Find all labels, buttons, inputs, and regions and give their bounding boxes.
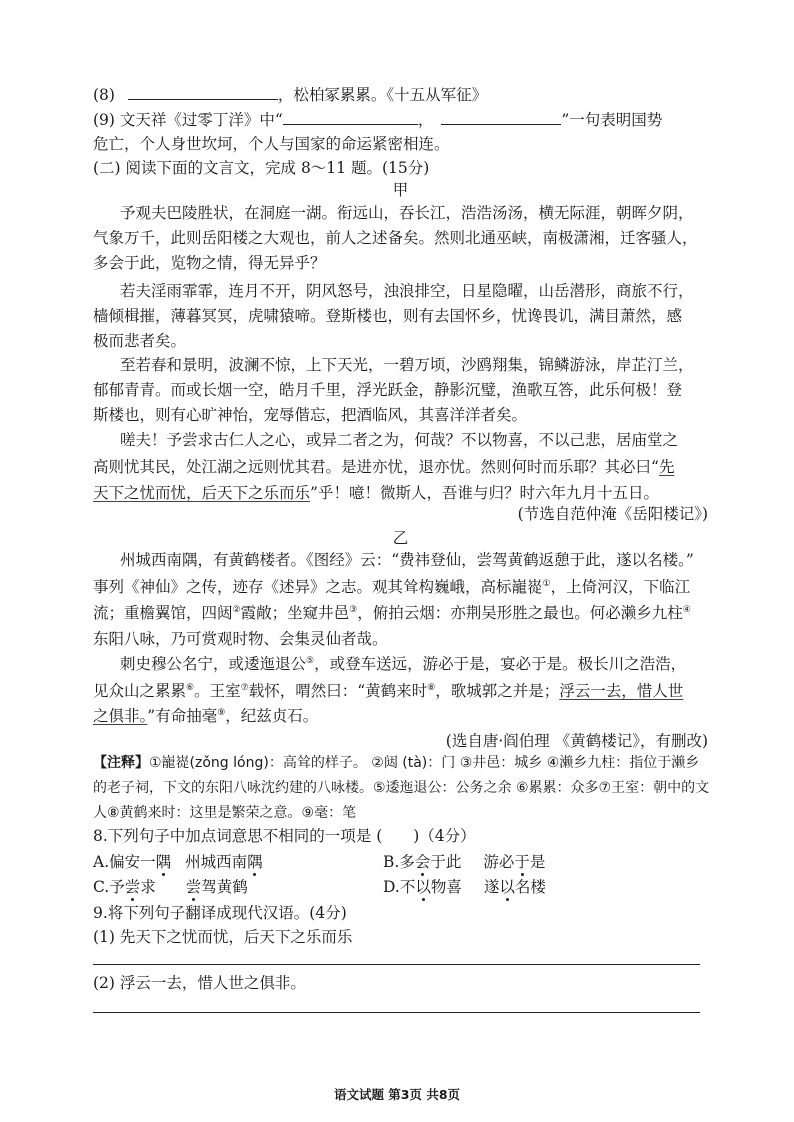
yi-text: 流；重檐翼馆，四闼 (93, 604, 233, 622)
yi-p1-line (93, 577, 708, 597)
jia-p2-line: 若夫淫雨霏霏，连月不开，阴风怒号，浊浪排空，日星隐曜，山岳潜形，商旅不行， (120, 282, 694, 300)
fill-question-8 (93, 85, 708, 105)
option-text: 不 (399, 878, 416, 896)
notes-text: ①巃嵸(zǒng lóng)：高耸的样子。 ②闼 (tà)：门 ③井邑：城乡 ④濑乡九柱：指位于濑乡 (149, 755, 700, 771)
page-footer: 语文试题 第3页 共8页 (333, 1087, 461, 1102)
yi-p1-line (93, 603, 708, 623)
option-text: 驾黄鹤 (201, 878, 248, 896)
passage-yi-label: 乙 (392, 529, 409, 547)
option-d[interactable] (383, 877, 683, 897)
q8-text: ，松柏冢累累。《十五从军征》 (277, 86, 488, 104)
question-9-stem: 9.将下列句子翻译成现代汉语。(4分) (93, 904, 347, 922)
option-text: 求 (140, 878, 156, 896)
option-a[interactable] (93, 852, 393, 872)
footnote-mark: ⑤ (306, 655, 315, 666)
option-text: 州城西南 (185, 853, 248, 871)
option-b[interactable] (383, 852, 683, 872)
fill-question-9-line2: 危亡，个人身世坎坷，个人与国家的命运紧密相连。 (93, 135, 450, 153)
yi-text: ，歌城郭之并是； (435, 682, 560, 700)
q9-number: (9) (93, 111, 115, 129)
q9-mid: ， (417, 111, 434, 129)
option-text: 游必 (483, 853, 515, 871)
dotted-word: 尝 (124, 878, 141, 896)
footnote-mark: ⑨ (217, 707, 226, 718)
answer-blank[interactable] (128, 85, 278, 100)
yi-p1-line: 州城西南隅，有黄鹤楼者。《图经》云：“费祎登仙，尝驾黄鹤返憩于此，遂以名楼。” (120, 551, 694, 569)
yi-text: 载怀，喟然曰：“黄鹤来时 (248, 682, 428, 700)
dotted-word: 会 (414, 853, 431, 871)
option-key: B. (383, 853, 400, 871)
yi-text: 刺史穆公名宁，或逶迤退公 (120, 655, 307, 673)
q9-post: ”一句表明国势 (561, 111, 663, 129)
jia-p4-text: ”乎！噫！微斯人，吾谁与归？时六年九月十五日。 (310, 484, 659, 502)
underlined-sentence: 天下之忧而忧，后天下之乐而乐 (93, 484, 311, 502)
footnote-mark: ④ (682, 604, 691, 615)
q8-number: (8) (93, 86, 115, 104)
question-8-stem: 8.下列句子中加点词意思不相同的一项是 ( )（4分） (93, 827, 476, 845)
yi-p2-line (93, 681, 708, 701)
footnote-mark: ② (232, 604, 241, 615)
option-text: 予 (109, 878, 125, 896)
dotted-word: 隅 (247, 853, 263, 871)
footnote-mark: ⑦ (240, 682, 249, 693)
option-text: 物喜 (430, 878, 462, 896)
jia-p4-line: 嗟夫！予尝求古仁人之心，或异二者之为，何哉？不以物喜，不以己悲，居庙堂之 (120, 431, 679, 449)
dotted-word: 以 (499, 878, 515, 896)
yi-p2-line (120, 654, 708, 674)
jia-p3-line: 至若春和景明，波澜不惊，上下天光，一碧万顷，沙鸥翔集，锦鳞游泳，岸芷汀兰， (120, 356, 694, 374)
jia-p1-line: 气象万千，此则岳阳楼之大观也，前人之述备矣。然则北通巫峡，南极潇湘，迁客骚人， (93, 229, 698, 247)
yi-text: ，俯拍云烟：亦荆吴形胜之最也。何必濑乡九柱 (357, 604, 683, 622)
jia-p4-line (93, 457, 708, 477)
section-title: (二) 阅读下面的文言文，完成 8～11 题。(15分) (93, 159, 430, 177)
option-text: 多 (399, 853, 415, 871)
answer-line[interactable] (93, 964, 700, 965)
jia-p3-line: 斯楼也，则有心旷神怡，宠辱偕忘，把酒临风，其喜洋洋者矣。 (93, 406, 528, 424)
yi-p1-line: 东阳八咏，乃可赏观时物、会集灵仙者哉。 (93, 630, 388, 648)
option-text: 遂 (483, 878, 500, 896)
jia-p2-line: 樯倾楫摧，薄暮冥冥，虎啸猿啼。登斯楼也，则有去国怀乡，忧谗畏讥，满目萧然，感 (93, 307, 683, 325)
fill-question-9 (93, 110, 708, 130)
notes-line (93, 753, 708, 773)
jia-p4-line (93, 483, 708, 503)
jia-p1-line: 多会于此，览物之情，得无异乎？ (93, 254, 326, 272)
q9-pre: 文天祥《过零丁洋》中“ (119, 111, 283, 129)
footnote-mark: ⑧ (427, 682, 436, 693)
jia-p1-line: 予观夫巴陵胜状，在洞庭一湖。衔远山，吞长江，浩浩汤汤，横无际涯，朝晖夕阴， (120, 204, 694, 222)
yi-text: 。王室 (194, 682, 241, 700)
footnote-mark: ③ (349, 604, 358, 615)
answer-blank[interactable] (283, 110, 418, 125)
yi-source: (选自唐·阎伯理 《黄鹤楼记》，有删改) (445, 732, 708, 750)
notes-label: 【注释】 (93, 755, 149, 771)
option-text: 于此 (430, 853, 462, 871)
underlined-sentence: 之俱非。 (93, 707, 148, 725)
yi-text: 事列《神仙》之传，迹存《述异》之志。观其耸构巍峨，高标巃嵸 (93, 578, 543, 596)
jia-p4-text: 高则忧其民，处江湖之远则忧其君。是进亦忧，退亦忧。然则何时而乐耶？其必曰“ (93, 458, 659, 476)
footnote-mark: ① (542, 578, 551, 589)
question-9-sentence-1: (1) 先天下之忧而忧，后天下之乐而乐 (93, 928, 353, 946)
footnote-mark: ⑥ (186, 682, 195, 693)
option-key: C. (93, 878, 110, 896)
dotted-word: 以 (415, 878, 431, 896)
option-text: 偏安一 (109, 853, 156, 871)
option-key: A. (93, 853, 110, 871)
dotted-word: 于 (514, 853, 530, 871)
underlined-sentence: 先 (658, 458, 675, 476)
dotted-word: 尝 (185, 878, 202, 896)
yi-text: ，或登车送远，游必于是，宴必于是。极长川之浩浩， (314, 655, 687, 673)
question-9-sentence-2: (2) 浮云一去，惜人世之俱非。 (93, 974, 306, 992)
answer-blank[interactable] (441, 110, 561, 125)
yi-p2-line (93, 706, 708, 726)
notes-line: 人⑧黄鹤来时：这里是繁荣之意。⑨毫：笔 (93, 805, 357, 821)
yi-text: 霞敞；坐窥井邑 (240, 604, 350, 622)
underlined-sentence: 浮云一去，惜人世 (559, 682, 684, 700)
notes-line: 的老子祠，下文的东阳八咏沈约建的八咏楼。⑤逶迤退公：公务之余 ⑥累累：众多⑦王室：朝中的文 (93, 780, 710, 796)
dotted-word: 隅 (155, 853, 172, 871)
jia-p2-line: 极而悲者矣。 (93, 332, 187, 350)
passage-jia-label: 甲 (392, 181, 409, 199)
option-text: 是 (529, 853, 546, 871)
answer-line[interactable] (93, 1012, 700, 1013)
option-key: D. (383, 878, 400, 896)
option-text: 名楼 (514, 878, 546, 896)
yi-text: ，纪兹贞石。 (225, 707, 319, 725)
option-c[interactable] (93, 877, 393, 897)
jia-source: (节选自范仲淹《岳阳楼记》) (517, 505, 708, 523)
jia-p3-line: 郁郁青青。而或长烟一空，皓月千里，浮光跃金，静影沉璧，渔歌互答，此乐何极！登 (93, 381, 683, 399)
yi-text: ”有命抽毫 (147, 707, 218, 725)
yi-text: 见众山之累累 (93, 682, 187, 700)
yi-text: ，上倚河汉，下临江 (550, 578, 691, 596)
